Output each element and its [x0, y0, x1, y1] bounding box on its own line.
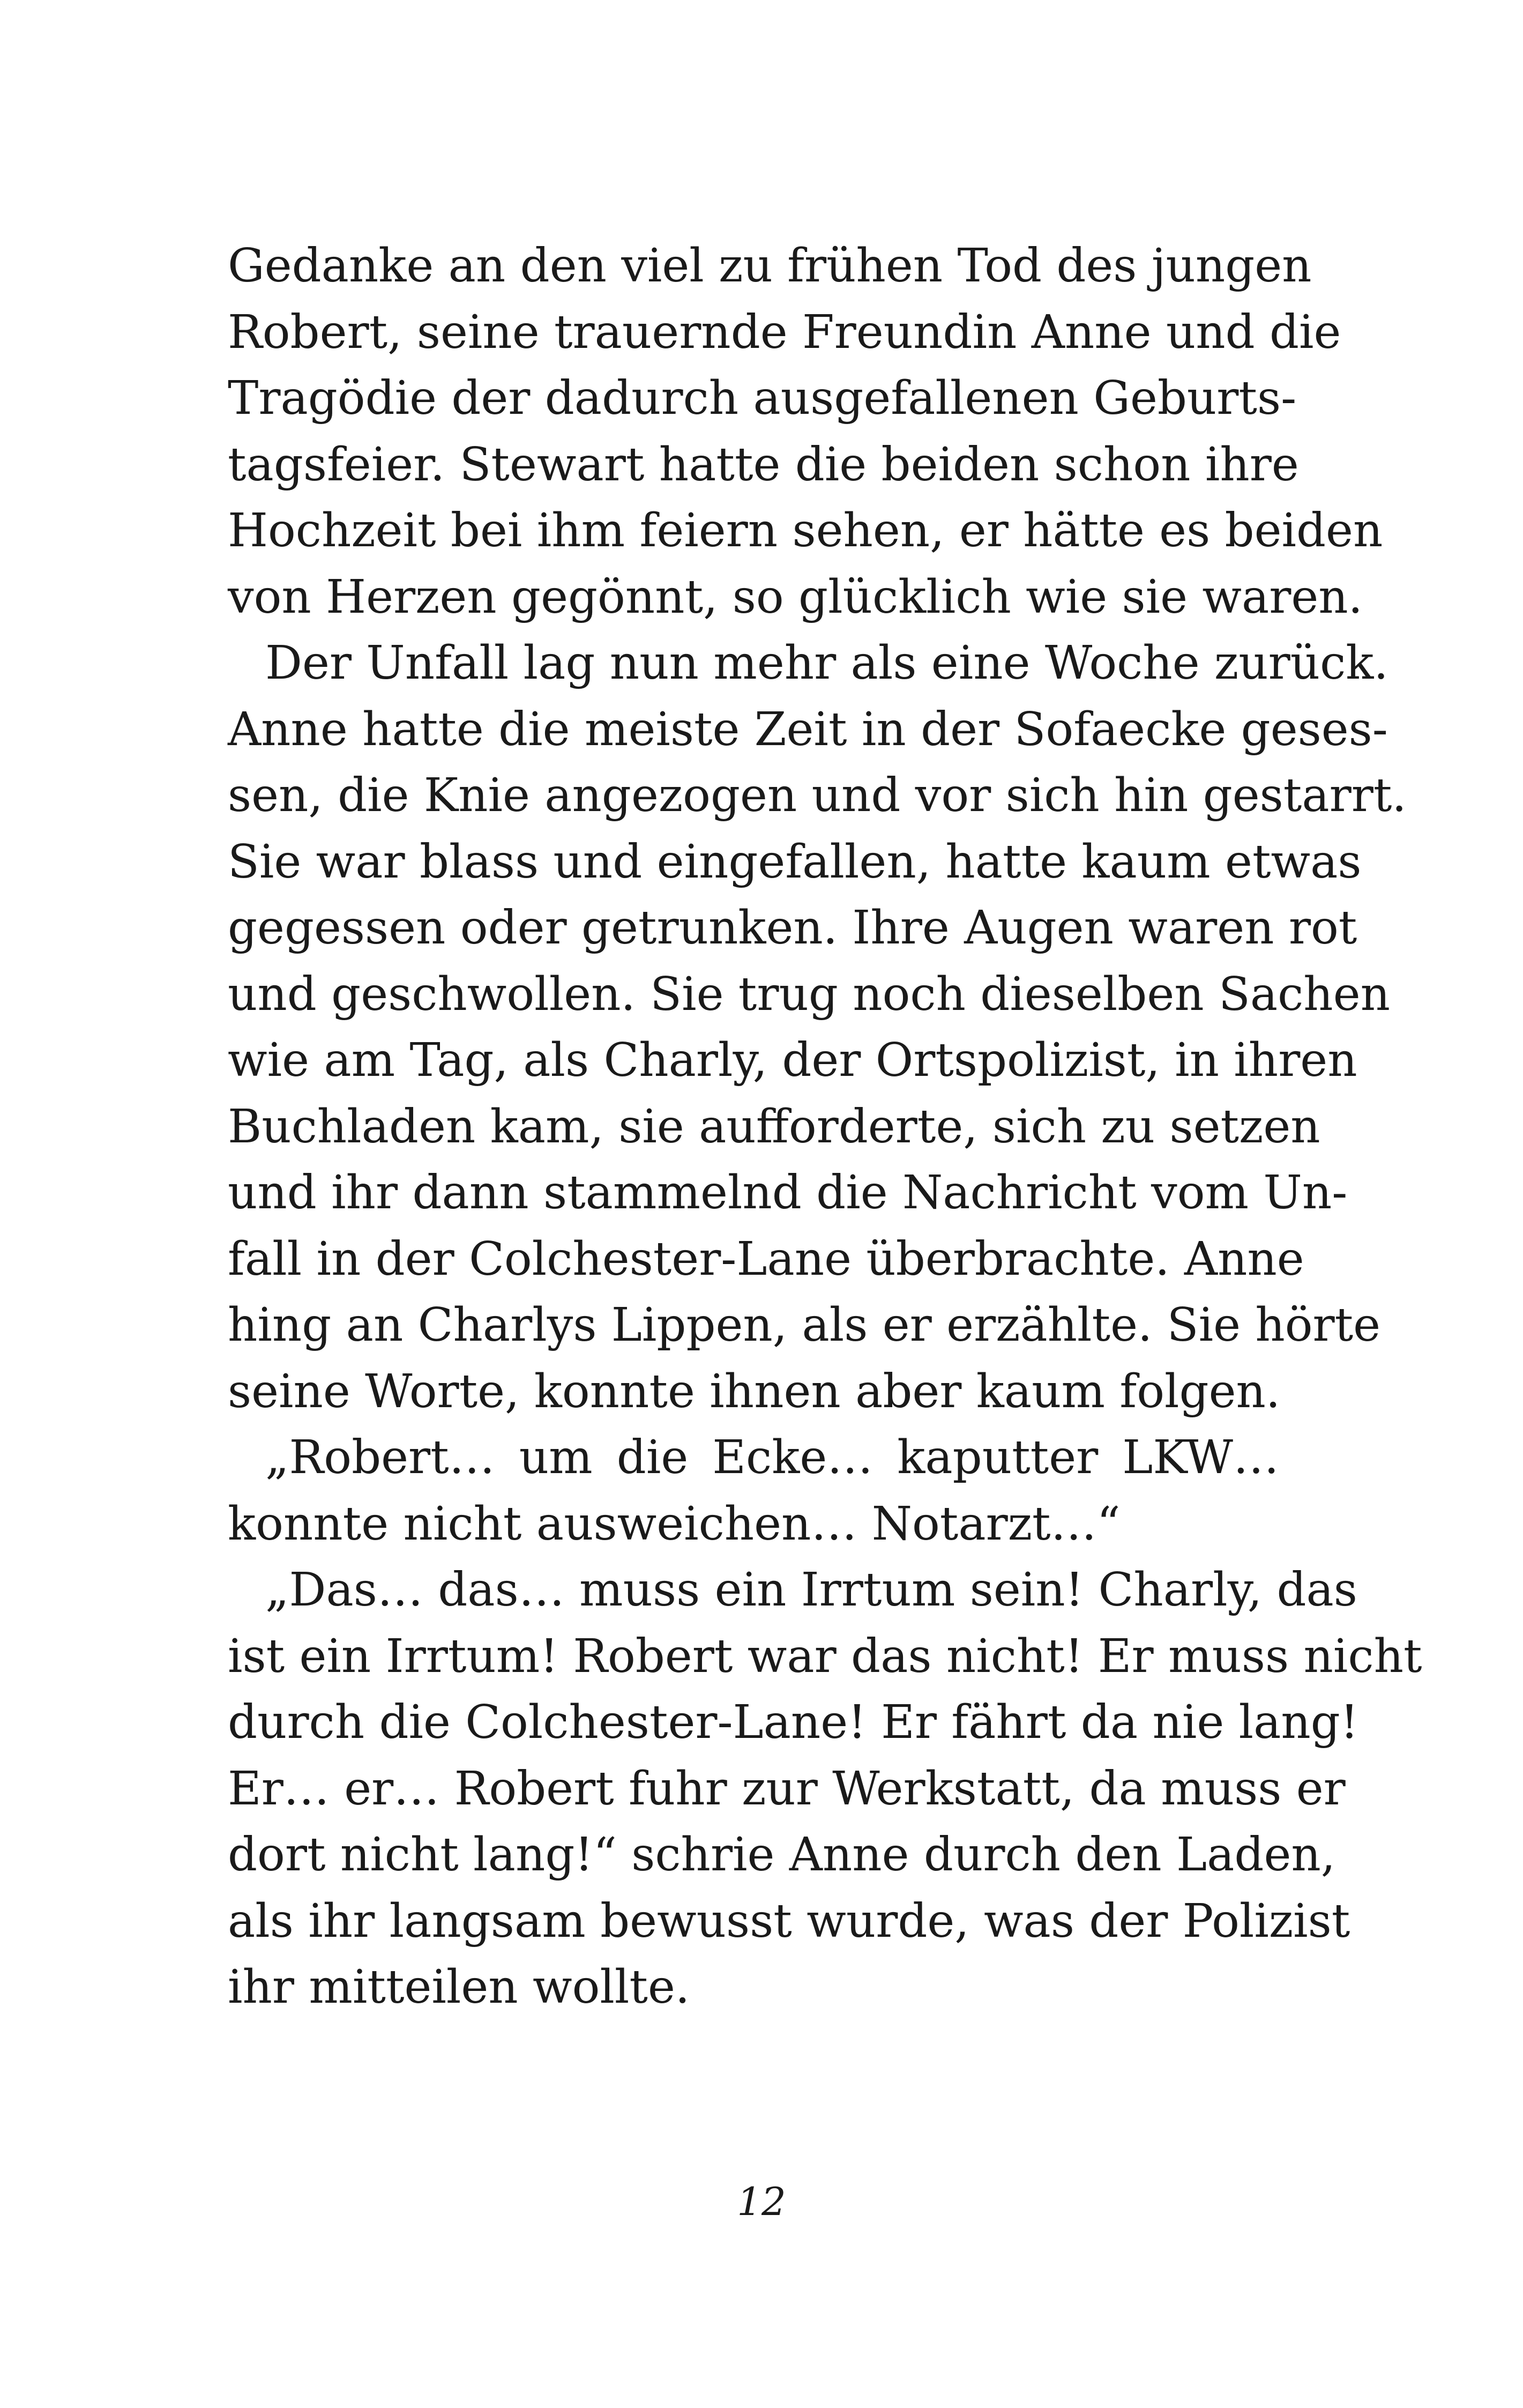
text-line: Anne hatte die meiste Zeit in der Sofaecke geses-	[228, 702, 1388, 756]
text-line: ist ein Irrtum! Robert war das nicht! Er muss nicht	[228, 1629, 1422, 1683]
text-line: konnte nicht ausweichen… Notarzt…“	[228, 1497, 1121, 1551]
text-line: und geschwollen. Sie trug noch dieselben Sachen	[228, 967, 1390, 1021]
body-text	[228, 233, 1422, 2021]
text-line: hing an Charlys Lippen, als er erzählte. Sie hörte	[228, 1298, 1381, 1352]
text-line: Buchladen kam, sie aufforderte, sich zu setzen	[228, 1099, 1320, 1154]
text-line: tagsfeier. Stewart hatte die beiden schon ihre	[228, 437, 1299, 492]
text-line: dort nicht lang!“ schrie Anne durch den Laden,	[228, 1828, 1336, 1882]
text-line: Tragödie der dadurch ausgefallenen Geburts-	[228, 371, 1297, 425]
text-line: Gedanke an den viel zu frühen Tod des jungen	[228, 239, 1312, 293]
text-line: und ihr dann stammelnd die Nachricht vom Un-	[228, 1166, 1348, 1220]
text-line: seine Worte, konnte ihnen aber kaum folgen.	[228, 1364, 1281, 1418]
text-line: „Robert… um die Ecke… kaputter LKW…	[265, 1431, 1279, 1484]
text-line: als ihr langsam bewusst wurde, was der Polizist	[228, 1894, 1350, 1948]
page-number: 12	[737, 2179, 786, 2224]
text-line: von Herzen gegönnt, so glücklich wie sie waren.	[228, 570, 1363, 624]
text-line: Er… er… Robert fuhr zur Werkstatt, da muss er	[228, 1762, 1346, 1816]
text-line: Der Unfall lag nun mehr als eine Woche zurück.	[265, 636, 1388, 690]
text-line: Hochzeit bei ihm feiern sehen, er hätte es beiden	[228, 504, 1383, 558]
text-line: fall in der Colchester-Lane überbrachte. Anne	[228, 1232, 1304, 1286]
text-line: durch die Colchester-Lane! Er fährt da nie lang!	[228, 1696, 1359, 1749]
text-line: „Das… das… muss ein Irrtum sein! Charly, das	[265, 1563, 1357, 1617]
text-line: Sie war blass und eingefallen, hatte kaum etwas	[228, 835, 1362, 889]
text-line: ihr mitteilen wollte.	[228, 1960, 690, 2014]
text-line: sen, die Knie angezogen und vor sich hin gestarrt.	[228, 769, 1407, 822]
text-line: Robert, seine trauernde Freundin Anne und die	[228, 305, 1341, 359]
text-line: wie am Tag, als Charly, der Ortspolizist, in ihren	[228, 1034, 1357, 1087]
text-line: gegessen oder getrunken. Ihre Augen waren rot	[228, 901, 1357, 955]
